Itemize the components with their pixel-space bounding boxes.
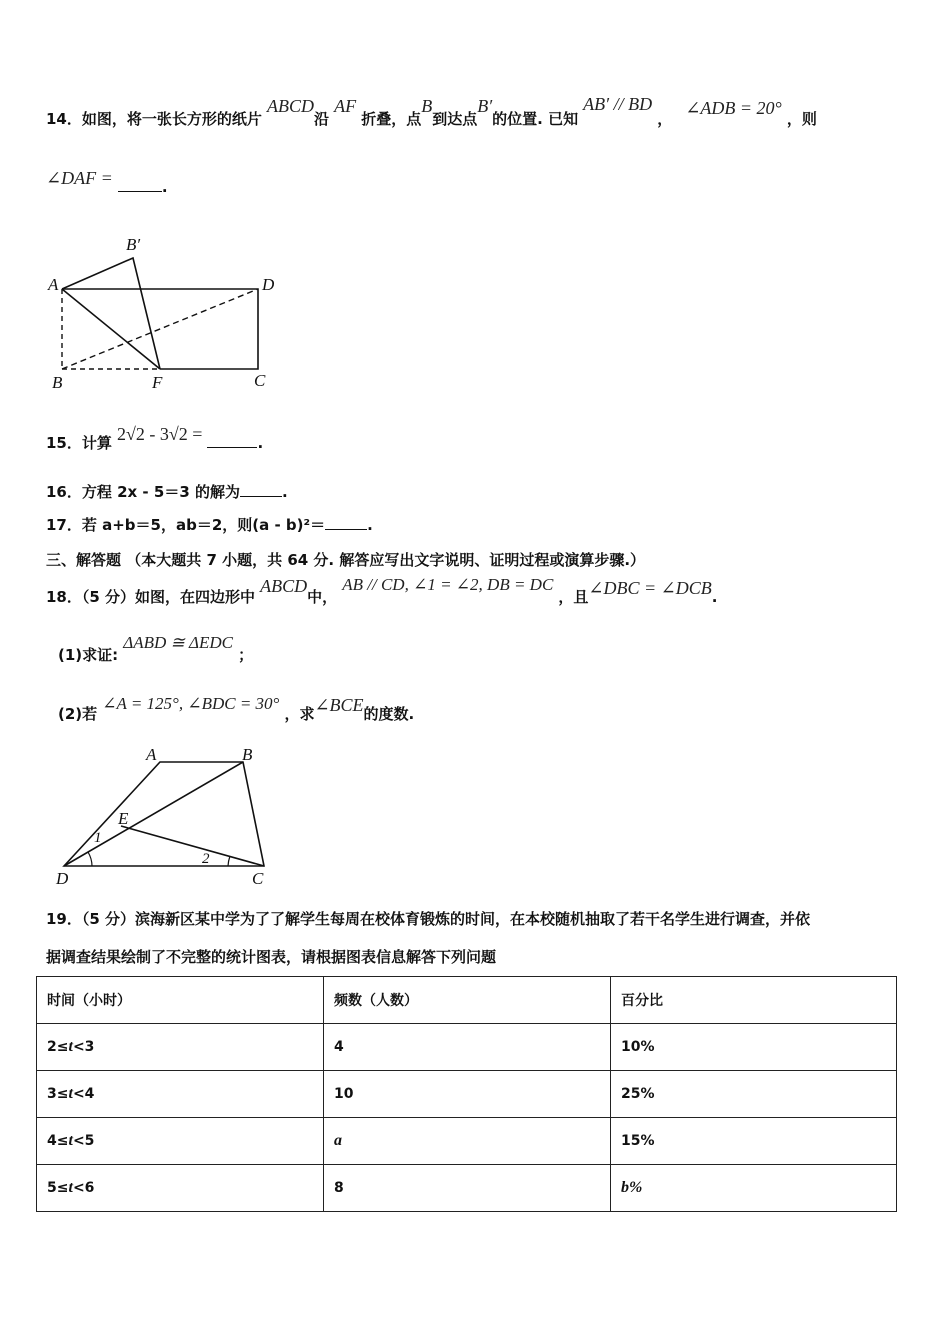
q15 [46,424,264,453]
q15-answer-blank[interactable] [207,433,257,448]
q18-math-conditions: AB // CD, ∠1 = ∠2, DB = DC [342,575,554,594]
label-d: D [262,275,275,294]
table-row [37,1071,897,1118]
diagonal-bd-dashed [62,289,258,369]
label-b: B [52,373,63,392]
cell-frequency: 4 [324,1024,611,1071]
q18-part2-math-2: ∠BCE [314,695,364,715]
q14-end: . [161,178,168,196]
label-angle-2: 2 [202,851,210,867]
q16 [46,481,288,502]
label-f: F [152,373,163,392]
label-c: C [252,869,264,888]
label-a: A [48,275,59,294]
cell-frequency: 10 [324,1071,611,1118]
q18-part2-end: 的度数. [363,705,415,723]
q19-line1: 19．（5 分）滨海新区某中学为了了解学生每周在校体育锻炼的时间，在本校随机抽取了若干名学生进行调查，并依 [46,910,811,928]
header-percentage: 百分比 [611,977,897,1024]
q14-math-parallel: AB′ // BD [583,94,653,114]
table-header-row [37,977,897,1024]
q14-text-2: 沿 [313,110,329,128]
q14-math-abcd: ABCD [266,96,314,116]
label-b-prime: B′ [126,235,141,254]
q18-part1-label: (1)求证: [58,646,119,664]
q14-line2 [46,168,168,197]
q14-math-af: AF [334,96,357,116]
q14-answer-blank[interactable] [118,177,162,192]
label-b: B [242,745,253,764]
q14-number: 14． [46,110,82,128]
q18-text-2: 中， [307,588,338,606]
cell-time: 2≤t<3 [37,1024,324,1071]
table-row [37,1024,897,1071]
section-3-heading: 三、解答题 （本大题共 7 小题，共 64 分. 解答应写出文字说明、证明过程或演算步骤.） [46,551,646,569]
cell-frequency: a [324,1118,611,1165]
q17-answer-blank[interactable] [325,515,367,530]
q14-figure [40,228,290,398]
q15-end: . [257,434,264,452]
q16-answer-blank[interactable] [240,482,282,497]
q18-end: . [711,588,718,606]
q19-line2: 据调查结果绘制了不完整的统计图表，请根据图表信息解答下列问题 [46,948,497,966]
q18-text-1: （5 分）如图，在四边形中 [81,588,256,606]
segment-ec [121,826,264,866]
angle-2-arc [228,856,230,866]
q18-number: 18． [46,588,82,606]
quadrilateral-abcd [64,762,264,866]
cell-percentage: 15% [611,1118,897,1165]
cell-percentage: b% [611,1165,897,1212]
q18-part1-math: ΔABD ≅ ΔEDC [123,633,233,652]
frequency-table [36,976,897,1212]
q18-math-conditions-2: ∠DBC = ∠DCB [588,578,712,598]
q18-part2 [58,694,415,724]
folded-triangle [62,258,160,369]
q18-part2-mid: ，求 [284,705,315,723]
table-row [37,1165,897,1212]
label-angle-1: 1 [94,830,102,846]
q18-part1-end: ； [238,646,254,664]
q14-text-1: 如图，将一张长方形的纸片 [81,110,262,128]
cell-time: 4≤t<5 [37,1118,324,1165]
q16-text: 16．方程 2x - 5＝3 的解为 [46,483,240,501]
cell-percentage: 25% [611,1071,897,1118]
q14-math-b: B [421,96,433,116]
q15-number: 15． [46,434,82,452]
q18-text-3: ，且 [558,588,589,606]
label-d: D [56,869,69,888]
label-c: C [254,371,266,390]
q17-text: 17．若 a+b＝5，ab＝2，则(a - b)²＝ [46,516,326,534]
cell-time: 3≤t<4 [37,1071,324,1118]
q15-math-expr: 2√2 - 3√2 = [116,424,203,444]
q14-text-5: 的位置. 已知 [492,110,579,128]
q14-text-7: ，则 [786,110,817,128]
cell-frequency: 8 [324,1165,611,1212]
q14-text-6: ， [657,110,673,128]
q14-math-adb: ∠ADB = 20° [685,98,782,118]
fold-line-af [62,289,160,369]
q18-part2-label: (2)若 [58,705,98,723]
diagonal-db [64,762,243,866]
q14-math-bprime: B′ [477,96,493,116]
q14-math-daf: ∠DAF = [46,168,113,188]
q17 [46,514,373,535]
q14-line1 [46,94,817,129]
label-a: A [146,745,157,764]
label-e: E [118,809,129,828]
cell-percentage: 10% [611,1024,897,1071]
q14-text-4: 到达点 [432,110,478,128]
header-time: 时间（小时） [37,977,324,1024]
q18-figure [46,740,286,890]
q18-line1 [46,575,718,607]
q18-math-abcd: ABCD [260,576,308,596]
q17-end: . [367,516,373,534]
q16-end: . [281,483,288,501]
q15-text-1: 计算 [81,434,112,452]
q14-text-3: 折叠，点 [361,110,422,128]
q18-part1 [58,633,254,665]
table-row [37,1118,897,1165]
header-frequency: 频数（人数） [324,977,611,1024]
cell-time: 5≤t<6 [37,1165,324,1212]
angle-1-arc [88,852,92,866]
q18-part2-math: ∠A = 125°, ∠BDC = 30° [102,694,280,713]
